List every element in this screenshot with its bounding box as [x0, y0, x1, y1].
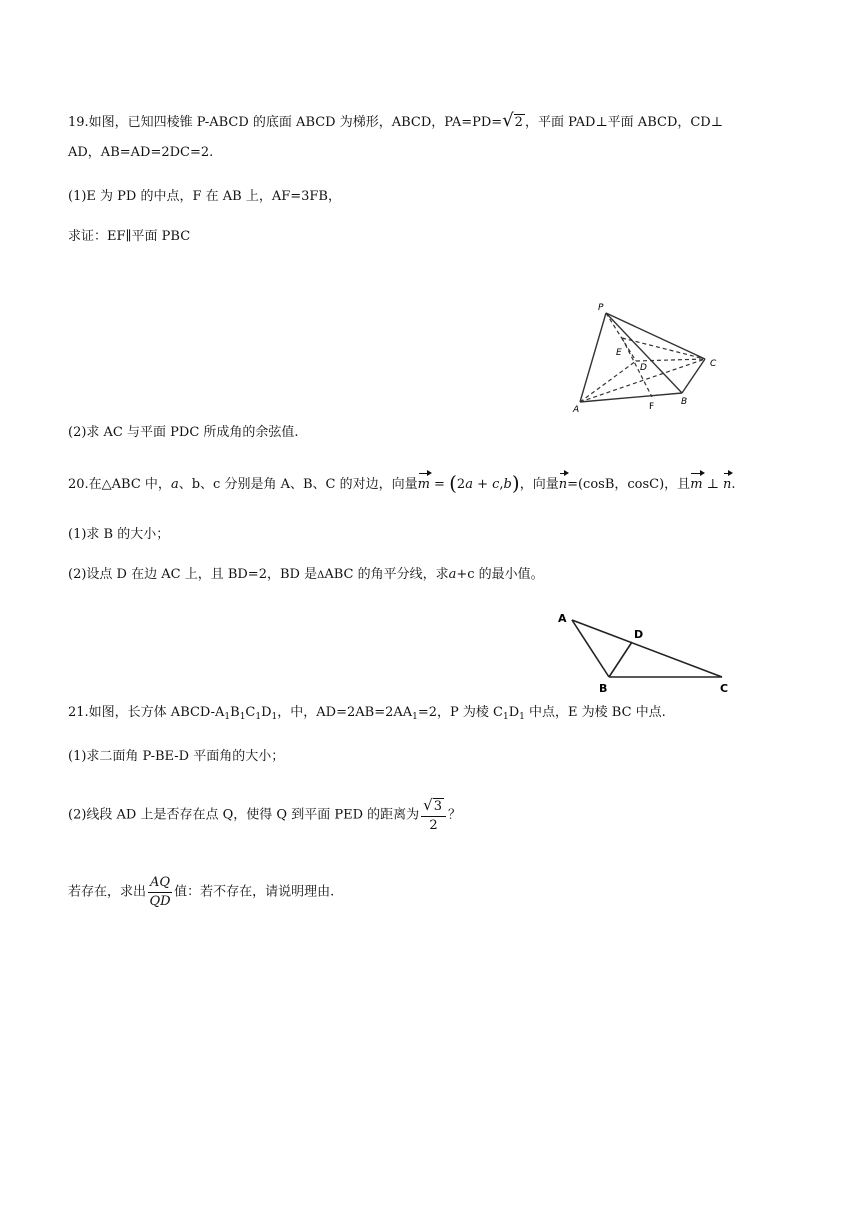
- sqrt-2: √2: [502, 110, 523, 131]
- label-E: E: [616, 348, 622, 358]
- q19-part1-prove: 求证：EF∥平面 PBC: [68, 229, 191, 244]
- vector-m-2: m: [690, 477, 703, 492]
- label-A: A: [573, 405, 580, 415]
- q20-part1: (1)求 B 的大小；: [68, 527, 170, 542]
- q20-line1: 20.在△ABC 中，a、b、c 分别是角 A、B、C 的对边，向量m = (2a + c,b)，向量n=(cosB，cosC)，且m ⊥ n.: [68, 471, 736, 495]
- vector-n-2: n: [723, 477, 732, 492]
- label-D: D: [634, 628, 644, 641]
- q19-part1: (1)E 为 PD 的中点，F 在 AB 上，AF=3FB，: [68, 189, 341, 204]
- vector-n: n: [558, 477, 568, 492]
- fraction-AQ-over-QD: $\frac{AQ}{QD}$: [149, 875, 171, 909]
- label-D: D: [640, 363, 647, 373]
- label-C: C: [710, 359, 717, 369]
- label-F: F: [649, 402, 655, 412]
- label-P: P: [598, 303, 604, 313]
- pyramid-figure: [570, 298, 730, 418]
- q19-line2: AD，AB=AD=2DC=2.: [68, 145, 214, 160]
- q19-part2: (2)求 AC 与平面 PDC 所成角的余弦值.: [68, 425, 299, 440]
- q19-line1: 19.如图，已知四棱锥 P-ABCD 的底面 ABCD 为梯形，ABCD，PA=PD=√2 ，平面 PAD⊥平面 ABCD，CD⊥: [68, 110, 723, 131]
- q20-part2: (2)设点 D 在边 AC 上，且 BD=2，BD 是ΔABC 的角平分线，求a+c 的最小值。: [68, 567, 544, 582]
- q21-part3: 若存在，求出 $\frac{AQ}{QD}$ 值：若不存在，请说明理由.: [68, 875, 335, 909]
- q21-part2: (2)线段 AD 上是否存在点 Q，使得 Q 到平面 PED 的距离为 $\frac{√3}{2}$ ？: [68, 796, 461, 833]
- vector-m: m: [417, 477, 430, 492]
- q21-line1: 21.如图，长方体 ABCD-$A_1B_1C_1D_1$，中，$AD=2AB=2AA_1=2$，P 为棱 $C_1D_1$ 中点，E 为棱 BC 中点.: [68, 705, 666, 722]
- label-A: A: [558, 612, 567, 625]
- fraction-sqrt3-over-2: $\frac{√3}{2}$: [421, 796, 446, 835]
- triangle-figure: [552, 604, 742, 696]
- label-C: C: [720, 682, 729, 695]
- label-B: B: [599, 682, 608, 695]
- q21-part1: (1)求二面角 P-BE-D 平面角的大小；: [68, 749, 285, 764]
- label-B: B: [681, 397, 688, 407]
